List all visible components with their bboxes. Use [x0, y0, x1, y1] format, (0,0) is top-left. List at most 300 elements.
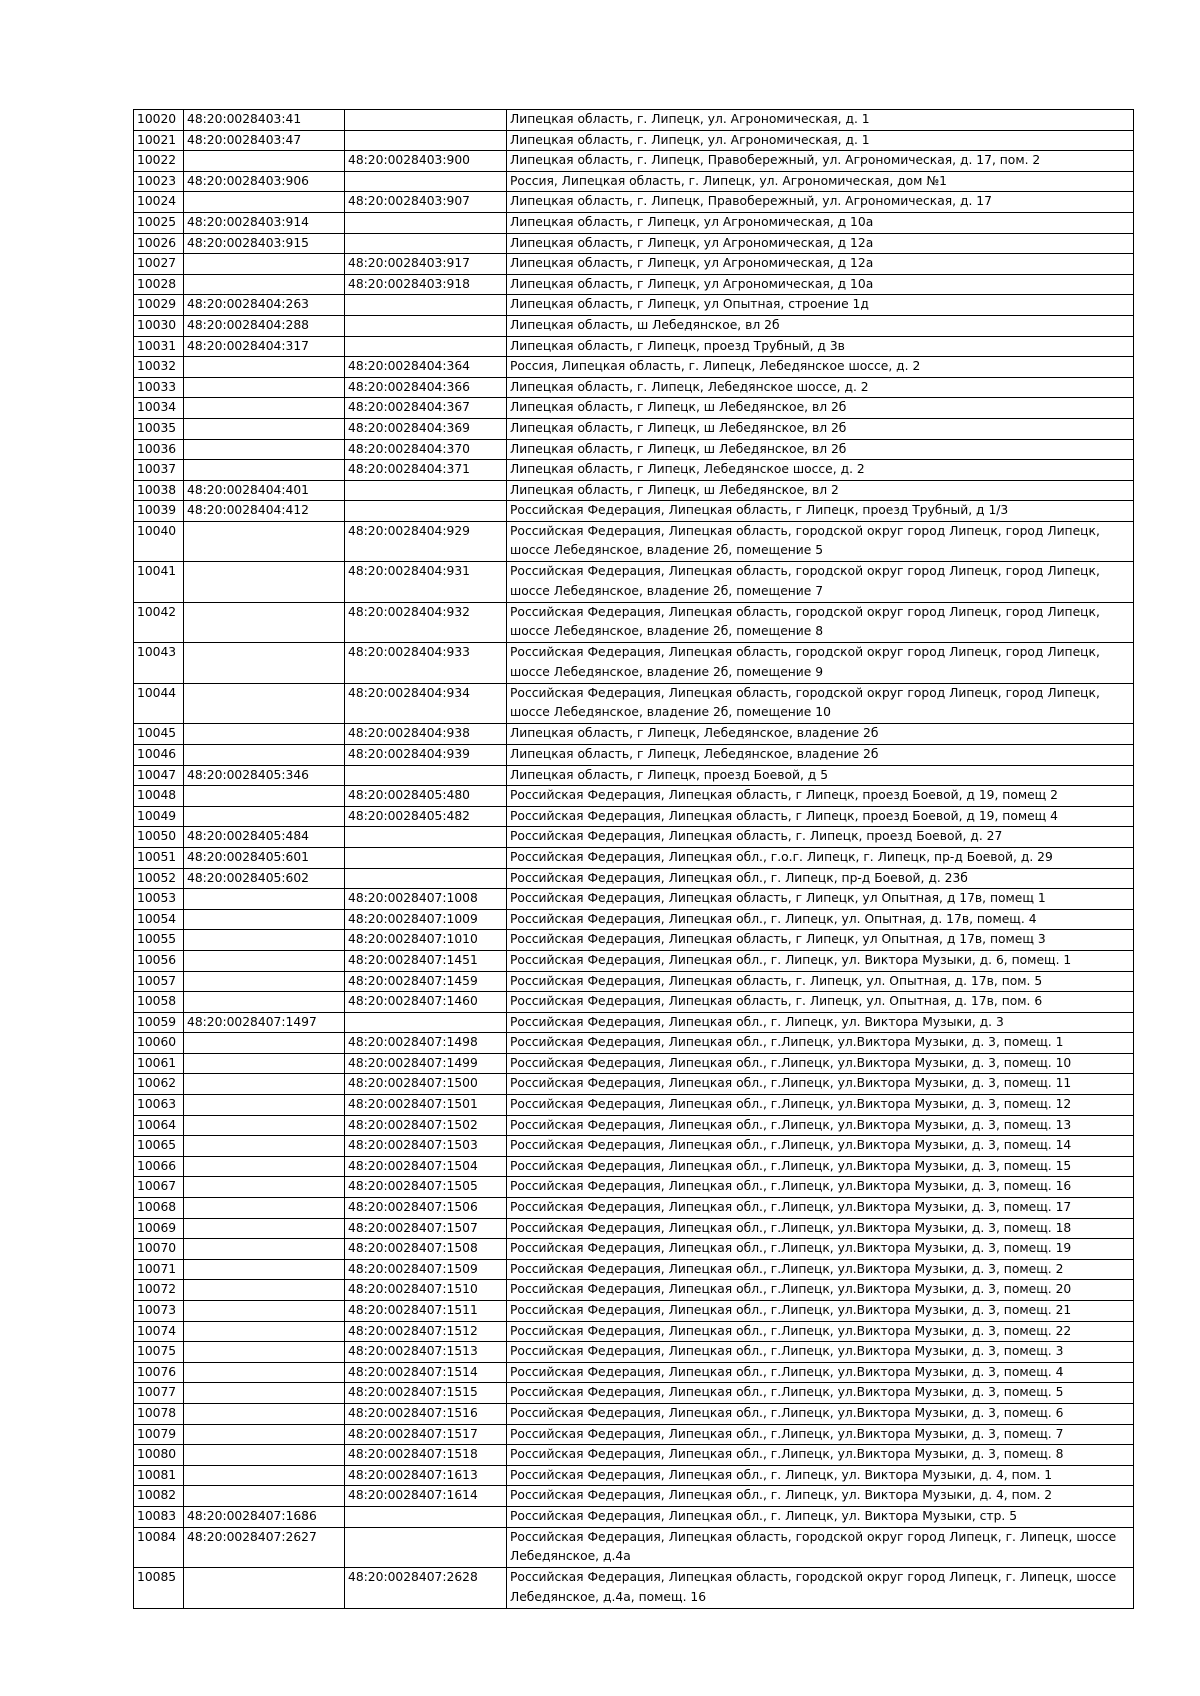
- row-number-cell: 10056: [134, 950, 184, 971]
- address-cell: Липецкая область, г. Липецк, ул. Агрономическая, д. 1: [507, 110, 1134, 131]
- address-cell: Российская Федерация, Липецкая обл., г.Липецк, ул.Виктора Музыки, д. 3, помещ. 15: [507, 1156, 1134, 1177]
- land-cadastral-number-cell: 48:20:0028403:914: [184, 212, 345, 233]
- land-cadastral-number-cell: [184, 357, 345, 378]
- table-row: [134, 274, 1134, 295]
- premises-cadastral-number-cell: [345, 480, 507, 501]
- table-row: [134, 295, 1134, 316]
- land-cadastral-number-cell: [184, 602, 345, 643]
- premises-cadastral-number-cell: 48:20:0028407:1614: [345, 1486, 507, 1507]
- address-cell: Российская Федерация, Липецкая область, городской округ город Липецк, г. Липецк, шоссе Лебедянское, д.4а, помещ. 16: [507, 1568, 1134, 1609]
- table-row: [134, 1301, 1134, 1322]
- address-cell: Российская Федерация, Липецкая обл., г.о.г. Липецк, г. Липецк, пр-д Боевой, д. 29: [507, 847, 1134, 868]
- row-number-cell: 10020: [134, 110, 184, 131]
- land-cadastral-number-cell: [184, 786, 345, 807]
- address-cell: Российская Федерация, Липецкая область, городской округ город Липецк, город Липецк, шоссе Лебедянское, владение 2б, помещение 7: [507, 562, 1134, 603]
- row-number-cell: 10032: [134, 357, 184, 378]
- row-number-cell: 10051: [134, 847, 184, 868]
- premises-cadastral-number-cell: [345, 295, 507, 316]
- row-number-cell: 10085: [134, 1568, 184, 1609]
- land-cadastral-number-cell: [184, 1095, 345, 1116]
- land-cadastral-number-cell: [184, 1486, 345, 1507]
- address-cell: Российская Федерация, Липецкая обл., г. Липецк, ул. Виктора Музыки, д. 6, помещ. 1: [507, 950, 1134, 971]
- premises-cadastral-number-cell: 48:20:0028407:1500: [345, 1074, 507, 1095]
- land-cadastral-number-cell: [184, 643, 345, 684]
- table-row: [134, 501, 1134, 522]
- row-number-cell: 10022: [134, 151, 184, 172]
- table-row: [134, 192, 1134, 213]
- row-number-cell: 10061: [134, 1053, 184, 1074]
- address-cell: Липецкая область, г Липецк, ш Лебедянское, вл 2б: [507, 398, 1134, 419]
- row-number-cell: 10026: [134, 233, 184, 254]
- row-number-cell: 10063: [134, 1095, 184, 1116]
- address-cell: Липецкая область, г. Липецк, ул. Агрономическая, д. 1: [507, 130, 1134, 151]
- row-number-cell: 10030: [134, 315, 184, 336]
- land-cadastral-number-cell: [184, 971, 345, 992]
- address-cell: Липецкая область, ш Лебедянское, вл 2б: [507, 315, 1134, 336]
- table-row: [134, 357, 1134, 378]
- premises-cadastral-number-cell: 48:20:0028407:1009: [345, 909, 507, 930]
- land-cadastral-number-cell: [184, 1383, 345, 1404]
- address-cell: Российская Федерация, Липецкая область, г Липецк, проезд Трубный, д 1/3: [507, 501, 1134, 522]
- address-cell: Российская Федерация, Липецкая обл., г.Липецк, ул.Виктора Музыки, д. 3, помещ. 1: [507, 1033, 1134, 1054]
- address-cell: Российская Федерация, Липецкая область, г Липецк, проезд Боевой, д 19, помещ 2: [507, 786, 1134, 807]
- premises-cadastral-number-cell: 48:20:0028407:1501: [345, 1095, 507, 1116]
- land-cadastral-number-cell: 48:20:0028404:317: [184, 336, 345, 357]
- table-row: [134, 889, 1134, 910]
- address-cell: Липецкая область, г Липецк, ул Агрономическая, д 10а: [507, 274, 1134, 295]
- row-number-cell: 10049: [134, 806, 184, 827]
- premises-cadastral-number-cell: 48:20:0028404:369: [345, 418, 507, 439]
- premises-cadastral-number-cell: 48:20:0028407:1518: [345, 1445, 507, 1466]
- row-number-cell: 10077: [134, 1383, 184, 1404]
- land-cadastral-number-cell: [184, 460, 345, 481]
- table-row: [134, 1259, 1134, 1280]
- table-row: [134, 1465, 1134, 1486]
- address-cell: Россия, Липецкая область, г. Липецк, Лебедянское шоссе, д. 2: [507, 357, 1134, 378]
- land-cadastral-number-cell: 48:20:0028405:346: [184, 765, 345, 786]
- address-cell: Российская Федерация, Липецкая область, городской округ город Липецк, г. Липецк, шоссе Лебедянское, д.4а: [507, 1527, 1134, 1568]
- land-cadastral-number-cell: [184, 151, 345, 172]
- premises-cadastral-number-cell: [345, 336, 507, 357]
- row-number-cell: 10050: [134, 827, 184, 848]
- address-cell: Липецкая область, г Липецк, Лебедянское шоссе, д. 2: [507, 460, 1134, 481]
- table-row: [134, 460, 1134, 481]
- table-row: [134, 724, 1134, 745]
- table-row: [134, 315, 1134, 336]
- address-cell: Российская Федерация, Липецкая обл., г.Липецк, ул.Виктора Музыки, д. 3, помещ. 6: [507, 1403, 1134, 1424]
- address-cell: Липецкая область, г Липецк, ул Агрономическая, д 12а: [507, 254, 1134, 275]
- table-row: [134, 521, 1134, 562]
- address-cell: Российская Федерация, Липецкая обл., г.Липецк, ул.Виктора Музыки, д. 3, помещ. 14: [507, 1136, 1134, 1157]
- address-cell: Российская Федерация, Липецкая область, г Липецк, проезд Боевой, д 19, помещ 4: [507, 806, 1134, 827]
- premises-cadastral-number-cell: 48:20:0028407:1516: [345, 1403, 507, 1424]
- land-cadastral-number-cell: 48:20:0028403:906: [184, 171, 345, 192]
- row-number-cell: 10039: [134, 501, 184, 522]
- table-row: [134, 1053, 1134, 1074]
- row-number-cell: 10073: [134, 1301, 184, 1322]
- land-cadastral-number-cell: [184, 1403, 345, 1424]
- premises-cadastral-number-cell: 48:20:0028404:932: [345, 602, 507, 643]
- land-cadastral-number-cell: [184, 1424, 345, 1445]
- table-row: [134, 1012, 1134, 1033]
- address-cell: Российская Федерация, Липецкая обл., г. Липецк, ул. Опытная, д. 17в, помещ. 4: [507, 909, 1134, 930]
- table-row: [134, 233, 1134, 254]
- land-cadastral-number-cell: [184, 1033, 345, 1054]
- premises-cadastral-number-cell: 48:20:0028407:1451: [345, 950, 507, 971]
- row-number-cell: 10068: [134, 1198, 184, 1219]
- land-cadastral-number-cell: 48:20:0028405:484: [184, 827, 345, 848]
- address-cell: Россия, Липецкая область, г. Липецк, ул. Агрономическая, дом №1: [507, 171, 1134, 192]
- row-number-cell: 10021: [134, 130, 184, 151]
- table-row: [134, 930, 1134, 951]
- land-cadastral-number-cell: [184, 1321, 345, 1342]
- premises-cadastral-number-cell: 48:20:0028404:933: [345, 643, 507, 684]
- premises-cadastral-number-cell: 48:20:0028404:938: [345, 724, 507, 745]
- address-cell: Липецкая область, г Липецк, ш Лебедянское, вл 2б: [507, 439, 1134, 460]
- premises-cadastral-number-cell: 48:20:0028407:1613: [345, 1465, 507, 1486]
- address-cell: Российская Федерация, Липецкая область, городской округ город Липецк, город Липецк, шоссе Лебедянское, владение 2б, помещение 8: [507, 602, 1134, 643]
- row-number-cell: 10035: [134, 418, 184, 439]
- land-cadastral-number-cell: [184, 1239, 345, 1260]
- table-row: [134, 151, 1134, 172]
- row-number-cell: 10057: [134, 971, 184, 992]
- address-cell: Российская Федерация, Липецкая область, г Липецк, ул Опытная, д 17в, помещ 1: [507, 889, 1134, 910]
- premises-cadastral-number-cell: 48:20:0028403:900: [345, 151, 507, 172]
- premises-cadastral-number-cell: 48:20:0028407:1517: [345, 1424, 507, 1445]
- premises-cadastral-number-cell: 48:20:0028407:1499: [345, 1053, 507, 1074]
- premises-cadastral-number-cell: [345, 212, 507, 233]
- premises-cadastral-number-cell: 48:20:0028404:367: [345, 398, 507, 419]
- premises-cadastral-number-cell: 48:20:0028404:939: [345, 744, 507, 765]
- table-row: [134, 1198, 1134, 1219]
- address-cell: Российская Федерация, Липецкая обл., г.Липецк, ул.Виктора Музыки, д. 3, помещ. 19: [507, 1239, 1134, 1260]
- premises-cadastral-number-cell: 48:20:0028407:1507: [345, 1218, 507, 1239]
- premises-cadastral-number-cell: [345, 868, 507, 889]
- table-row: [134, 1177, 1134, 1198]
- table-row: [134, 1095, 1134, 1116]
- address-cell: Липецкая область, г. Липецк, Правобережный, ул. Агрономическая, д. 17: [507, 192, 1134, 213]
- land-cadastral-number-cell: [184, 992, 345, 1013]
- address-cell: Липецкая область, г Липецк, ул Агрономическая, д 12а: [507, 233, 1134, 254]
- land-cadastral-number-cell: [184, 192, 345, 213]
- row-number-cell: 10038: [134, 480, 184, 501]
- land-cadastral-number-cell: 48:20:0028407:2627: [184, 1527, 345, 1568]
- table-row: [134, 377, 1134, 398]
- table-row: [134, 398, 1134, 419]
- premises-cadastral-number-cell: 48:20:0028407:1514: [345, 1362, 507, 1383]
- table-row: [134, 971, 1134, 992]
- table-row: [134, 602, 1134, 643]
- row-number-cell: 10060: [134, 1033, 184, 1054]
- address-cell: Липецкая область, г Липецк, ш Лебедянское, вл 2б: [507, 418, 1134, 439]
- table-row: [134, 1362, 1134, 1383]
- row-number-cell: 10042: [134, 602, 184, 643]
- table-row: [134, 744, 1134, 765]
- premises-cadastral-number-cell: 48:20:0028407:1512: [345, 1321, 507, 1342]
- address-cell: Российская Федерация, Липецкая обл., г.Липецк, ул.Виктора Музыки, д. 3, помещ. 20: [507, 1280, 1134, 1301]
- table-row: [134, 110, 1134, 131]
- land-cadastral-number-cell: [184, 1156, 345, 1177]
- land-cadastral-number-cell: [184, 909, 345, 930]
- row-number-cell: 10058: [134, 992, 184, 1013]
- land-cadastral-number-cell: 48:20:0028403:41: [184, 110, 345, 131]
- premises-cadastral-number-cell: 48:20:0028404:931: [345, 562, 507, 603]
- table-row: [134, 683, 1134, 724]
- row-number-cell: 10027: [134, 254, 184, 275]
- row-number-cell: 10080: [134, 1445, 184, 1466]
- row-number-cell: 10066: [134, 1156, 184, 1177]
- premises-cadastral-number-cell: [345, 233, 507, 254]
- row-number-cell: 10036: [134, 439, 184, 460]
- table-row: [134, 1280, 1134, 1301]
- row-number-cell: 10081: [134, 1465, 184, 1486]
- row-number-cell: 10045: [134, 724, 184, 745]
- row-number-cell: 10046: [134, 744, 184, 765]
- table-row: [134, 336, 1134, 357]
- row-number-cell: 10075: [134, 1342, 184, 1363]
- row-number-cell: 10055: [134, 930, 184, 951]
- table-row: [134, 1033, 1134, 1054]
- address-cell: Липецкая область, г. Липецк, Лебедянское шоссе, д. 2: [507, 377, 1134, 398]
- land-cadastral-number-cell: 48:20:0028405:602: [184, 868, 345, 889]
- address-cell: Российская Федерация, Липецкая обл., г.Липецк, ул.Виктора Музыки, д. 3, помещ. 13: [507, 1115, 1134, 1136]
- premises-cadastral-number-cell: 48:20:0028407:1511: [345, 1301, 507, 1322]
- table-row: [134, 1074, 1134, 1095]
- premises-cadastral-number-cell: [345, 1506, 507, 1527]
- premises-cadastral-number-cell: [345, 130, 507, 151]
- premises-cadastral-number-cell: 48:20:0028407:1508: [345, 1239, 507, 1260]
- address-cell: Российская Федерация, Липецкая обл., г.Липецк, ул.Виктора Музыки, д. 3, помещ. 12: [507, 1095, 1134, 1116]
- premises-cadastral-number-cell: [345, 315, 507, 336]
- address-cell: Липецкая область, г Липецк, проезд Трубный, д 3в: [507, 336, 1134, 357]
- table-row: [134, 806, 1134, 827]
- row-number-cell: 10044: [134, 683, 184, 724]
- row-number-cell: 10029: [134, 295, 184, 316]
- premises-cadastral-number-cell: 48:20:0028405:482: [345, 806, 507, 827]
- address-cell: Российская Федерация, Липецкая обл., г.Липецк, ул.Виктора Музыки, д. 3, помещ. 7: [507, 1424, 1134, 1445]
- premises-cadastral-number-cell: 48:20:0028407:1504: [345, 1156, 507, 1177]
- row-number-cell: 10031: [134, 336, 184, 357]
- table-row: [134, 254, 1134, 275]
- premises-cadastral-number-cell: 48:20:0028405:480: [345, 786, 507, 807]
- table-row: [134, 1486, 1134, 1507]
- land-cadastral-number-cell: [184, 274, 345, 295]
- row-number-cell: 10072: [134, 1280, 184, 1301]
- land-cadastral-number-cell: [184, 1136, 345, 1157]
- premises-cadastral-number-cell: 48:20:0028407:1515: [345, 1383, 507, 1404]
- row-number-cell: 10062: [134, 1074, 184, 1095]
- table-row: [134, 1383, 1134, 1404]
- row-number-cell: 10034: [134, 398, 184, 419]
- table-row: [134, 950, 1134, 971]
- address-cell: Российская Федерация, Липецкая обл., г.Липецк, ул.Виктора Музыки, д. 3, помещ. 18: [507, 1218, 1134, 1239]
- land-cadastral-number-cell: 48:20:0028407:1497: [184, 1012, 345, 1033]
- premises-cadastral-number-cell: [345, 110, 507, 131]
- table-row: [134, 1239, 1134, 1260]
- premises-cadastral-number-cell: 48:20:0028404:366: [345, 377, 507, 398]
- land-cadastral-number-cell: [184, 683, 345, 724]
- land-cadastral-number-cell: [184, 254, 345, 275]
- row-number-cell: 10084: [134, 1527, 184, 1568]
- land-cadastral-number-cell: 48:20:0028404:288: [184, 315, 345, 336]
- registry-table-body: [134, 110, 1134, 1609]
- address-cell: Российская Федерация, Липецкая область, городской округ город Липецк, город Липецк, шоссе Лебедянское, владение 2б, помещение 10: [507, 683, 1134, 724]
- address-cell: Российская Федерация, Липецкая область, городской округ город Липецк, город Липецк, шоссе Лебедянское, владение 2б, помещение 9: [507, 643, 1134, 684]
- land-cadastral-number-cell: 48:20:0028404:412: [184, 501, 345, 522]
- land-cadastral-number-cell: [184, 950, 345, 971]
- land-cadastral-number-cell: [184, 1362, 345, 1383]
- table-row: [134, 418, 1134, 439]
- land-cadastral-number-cell: [184, 724, 345, 745]
- address-cell: Липецкая область, г Липецк, ул Опытная, строение 1д: [507, 295, 1134, 316]
- land-cadastral-number-cell: [184, 1074, 345, 1095]
- row-number-cell: 10054: [134, 909, 184, 930]
- land-cadastral-number-cell: [184, 1342, 345, 1363]
- table-row: [134, 765, 1134, 786]
- land-cadastral-number-cell: [184, 744, 345, 765]
- address-cell: Липецкая область, г. Липецк, Правобережный, ул. Агрономическая, д. 17, пом. 2: [507, 151, 1134, 172]
- address-cell: Липецкая область, г Липецк, ш Лебедянское, вл 2: [507, 480, 1134, 501]
- table-row: [134, 909, 1134, 930]
- address-cell: Российская Федерация, Липецкая обл., г.Липецк, ул.Виктора Музыки, д. 3, помещ. 3: [507, 1342, 1134, 1363]
- row-number-cell: 10041: [134, 562, 184, 603]
- land-cadastral-number-cell: [184, 521, 345, 562]
- premises-cadastral-number-cell: 48:20:0028403:918: [345, 274, 507, 295]
- land-cadastral-number-cell: [184, 1218, 345, 1239]
- premises-cadastral-number-cell: 48:20:0028407:2628: [345, 1568, 507, 1609]
- table-row: [134, 1568, 1134, 1609]
- land-cadastral-number-cell: 48:20:0028405:601: [184, 847, 345, 868]
- row-number-cell: 10053: [134, 889, 184, 910]
- row-number-cell: 10024: [134, 192, 184, 213]
- row-number-cell: 10040: [134, 521, 184, 562]
- premises-cadastral-number-cell: [345, 827, 507, 848]
- table-row: [134, 1156, 1134, 1177]
- address-cell: Липецкая область, г Липецк, проезд Боевой, д 5: [507, 765, 1134, 786]
- row-number-cell: 10043: [134, 643, 184, 684]
- table-row: [134, 1527, 1134, 1568]
- premises-cadastral-number-cell: 48:20:0028407:1459: [345, 971, 507, 992]
- premises-cadastral-number-cell: 48:20:0028407:1505: [345, 1177, 507, 1198]
- address-cell: Российская Федерация, Липецкая область, городской округ город Липецк, город Липецк, шоссе Лебедянское, владение 2б, помещение 5: [507, 521, 1134, 562]
- address-cell: Российская Федерация, Липецкая обл., г.Липецк, ул.Виктора Музыки, д. 3, помещ. 8: [507, 1445, 1134, 1466]
- address-cell: Российская Федерация, Липецкая область, г. Липецк, ул. Опытная, д. 17в, пом. 6: [507, 992, 1134, 1013]
- row-number-cell: 10028: [134, 274, 184, 295]
- premises-cadastral-number-cell: 48:20:0028404:934: [345, 683, 507, 724]
- row-number-cell: 10059: [134, 1012, 184, 1033]
- premises-cadastral-number-cell: [345, 847, 507, 868]
- premises-cadastral-number-cell: 48:20:0028404:371: [345, 460, 507, 481]
- land-cadastral-number-cell: [184, 889, 345, 910]
- land-cadastral-number-cell: [184, 377, 345, 398]
- table-row: [134, 439, 1134, 460]
- row-number-cell: 10048: [134, 786, 184, 807]
- table-row: [134, 130, 1134, 151]
- land-cadastral-number-cell: [184, 439, 345, 460]
- table-row: [134, 1445, 1134, 1466]
- premises-cadastral-number-cell: 48:20:0028407:1503: [345, 1136, 507, 1157]
- address-cell: Липецкая область, г Липецк, ул Агрономическая, д 10а: [507, 212, 1134, 233]
- row-number-cell: 10067: [134, 1177, 184, 1198]
- land-cadastral-number-cell: [184, 1280, 345, 1301]
- address-cell: Российская Федерация, Липецкая обл., г.Липецк, ул.Виктора Музыки, д. 3, помещ. 17: [507, 1198, 1134, 1219]
- table-row: [134, 212, 1134, 233]
- land-cadastral-number-cell: 48:20:0028403:915: [184, 233, 345, 254]
- table-row: [134, 1218, 1134, 1239]
- table-row: [134, 827, 1134, 848]
- land-cadastral-number-cell: 48:20:0028404:401: [184, 480, 345, 501]
- address-cell: Российская Федерация, Липецкая обл., г.Липецк, ул.Виктора Музыки, д. 3, помещ. 16: [507, 1177, 1134, 1198]
- premises-cadastral-number-cell: [345, 1012, 507, 1033]
- table-row: [134, 562, 1134, 603]
- land-cadastral-number-cell: [184, 1115, 345, 1136]
- table-row: [134, 868, 1134, 889]
- row-number-cell: 10078: [134, 1403, 184, 1424]
- table-row: [134, 992, 1134, 1013]
- land-cadastral-number-cell: [184, 930, 345, 951]
- table-row: [134, 643, 1134, 684]
- premises-cadastral-number-cell: 48:20:0028403:907: [345, 192, 507, 213]
- address-cell: Российская Федерация, Липецкая обл., г.Липецк, ул.Виктора Музыки, д. 3, помещ. 21: [507, 1301, 1134, 1322]
- land-cadastral-number-cell: [184, 562, 345, 603]
- table-row: [134, 171, 1134, 192]
- row-number-cell: 10070: [134, 1239, 184, 1260]
- land-cadastral-number-cell: [184, 398, 345, 419]
- table-row: [134, 1136, 1134, 1157]
- address-cell: Российская Федерация, Липецкая обл., г.Липецк, ул.Виктора Музыки, д. 3, помещ. 2: [507, 1259, 1134, 1280]
- land-cadastral-number-cell: [184, 418, 345, 439]
- premises-cadastral-number-cell: [345, 1527, 507, 1568]
- row-number-cell: 10052: [134, 868, 184, 889]
- table-row: [134, 1506, 1134, 1527]
- address-cell: Липецкая область, г Липецк, Лебедянское, владение 2б: [507, 724, 1134, 745]
- premises-cadastral-number-cell: 48:20:0028407:1498: [345, 1033, 507, 1054]
- premises-cadastral-number-cell: [345, 171, 507, 192]
- address-cell: Российская Федерация, Липецкая обл., г. Липецк, пр-д Боевой, д. 23б: [507, 868, 1134, 889]
- premises-cadastral-number-cell: 48:20:0028407:1506: [345, 1198, 507, 1219]
- land-cadastral-number-cell: [184, 1053, 345, 1074]
- premises-cadastral-number-cell: 48:20:0028407:1513: [345, 1342, 507, 1363]
- premises-cadastral-number-cell: [345, 501, 507, 522]
- row-number-cell: 10079: [134, 1424, 184, 1445]
- premises-cadastral-number-cell: 48:20:0028407:1502: [345, 1115, 507, 1136]
- table-row: [134, 1342, 1134, 1363]
- row-number-cell: 10025: [134, 212, 184, 233]
- row-number-cell: 10033: [134, 377, 184, 398]
- row-number-cell: 10074: [134, 1321, 184, 1342]
- land-cadastral-number-cell: [184, 1177, 345, 1198]
- premises-cadastral-number-cell: 48:20:0028404:929: [345, 521, 507, 562]
- address-cell: Российская Федерация, Липецкая обл., г. Липецк, ул. Виктора Музыки, стр. 5: [507, 1506, 1134, 1527]
- land-cadastral-number-cell: [184, 1259, 345, 1280]
- premises-cadastral-number-cell: [345, 765, 507, 786]
- row-number-cell: 10069: [134, 1218, 184, 1239]
- land-cadastral-number-cell: [184, 1445, 345, 1466]
- row-number-cell: 10047: [134, 765, 184, 786]
- land-cadastral-number-cell: [184, 1465, 345, 1486]
- land-cadastral-number-cell: [184, 1301, 345, 1322]
- address-cell: Российская Федерация, Липецкая обл., г. Липецк, ул. Виктора Музыки, д. 4, пом. 1: [507, 1465, 1134, 1486]
- premises-cadastral-number-cell: 48:20:0028404:364: [345, 357, 507, 378]
- address-cell: Российская Федерация, Липецкая обл., г. Липецк, ул. Виктора Музыки, д. 4, пом. 2: [507, 1486, 1134, 1507]
- table-row: [134, 1403, 1134, 1424]
- table-row: [134, 1424, 1134, 1445]
- registry-table: [133, 109, 1134, 1609]
- premises-cadastral-number-cell: 48:20:0028407:1509: [345, 1259, 507, 1280]
- address-cell: Российская Федерация, Липецкая область, г. Липецк, ул. Опытная, д. 17в, пом. 5: [507, 971, 1134, 992]
- row-number-cell: 10083: [134, 1506, 184, 1527]
- land-cadastral-number-cell: [184, 1568, 345, 1609]
